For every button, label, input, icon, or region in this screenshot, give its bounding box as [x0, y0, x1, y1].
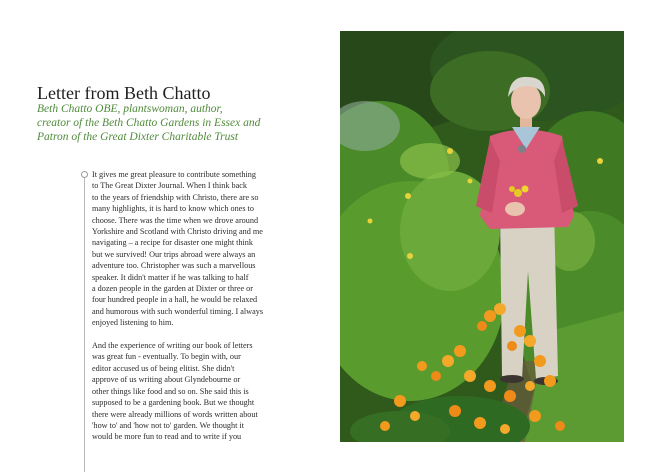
subtitle-line: Patron of the Great Dixter Charitable Trust — [37, 131, 239, 143]
yellow-flower — [447, 148, 453, 154]
yellow-flower — [407, 253, 413, 259]
body-line: It gives me great pleasure to contribute something — [92, 170, 256, 179]
yellow-flower — [368, 219, 373, 224]
rule-ornament — [81, 171, 88, 178]
body-line: navigating – a recipe for disaster one might think — [92, 238, 253, 248]
body-line: to the years of friendship with Christo, there are so — [92, 192, 259, 202]
subtitle-line: creator of the Beth Chatto Gardens in Essex and — [37, 117, 261, 129]
body-line: to The Great Dixter Journal. When I think back — [92, 181, 247, 191]
body-line: and humorous with such wonderful timing. I always — [92, 306, 264, 316]
body-line: would be more fun to read and to write if you — [92, 432, 242, 442]
held-flower — [522, 186, 529, 193]
body-line: a dozen people in the garden at Dixter or three or — [92, 284, 253, 294]
body-line: was great fun - eventually. To begin with, our — [92, 352, 241, 362]
body-line: but we survived! Our trips abroad were always an — [92, 249, 256, 259]
yellow-flower — [405, 193, 411, 199]
body-line: Yorkshire and Scotland with Christo driving and me — [92, 227, 263, 237]
body-line: speaker. It didn't matter if he was talking to half — [92, 272, 249, 282]
yellow-flower — [468, 179, 473, 184]
body-paragraph — [92, 340, 292, 443]
body-line: enjoyed listening to him. — [92, 318, 174, 328]
body-line: editor accused us of being elitist. She didn't — [92, 363, 235, 373]
shoe — [500, 375, 524, 383]
letter-body — [92, 169, 292, 454]
body-line: choose. There was the time when we drove around — [92, 215, 259, 225]
body-line: 'how to' and 'how not to' garden. We thought it — [92, 420, 244, 430]
body-line: approve of us writing about Glyndebourne or — [92, 375, 241, 385]
body-paragraph — [92, 169, 292, 329]
brooch — [518, 145, 526, 153]
article-title: Letter from Beth Chatto — [37, 83, 211, 103]
held-flower — [509, 186, 515, 192]
margin-rule — [84, 172, 85, 472]
body-line: And the experience of writing our book of letters — [92, 341, 253, 351]
hands — [505, 202, 525, 216]
body-line: four hundred people in a hall, he would be relaxed — [92, 295, 258, 305]
body-line: other things like food and so on. She said this is — [92, 386, 249, 396]
photo-illustration — [340, 31, 624, 442]
body-line: there were already millions of words written about — [92, 409, 258, 419]
body-line: supposed to be a gardening book. But we thought — [92, 398, 255, 408]
yellow-flower — [597, 158, 603, 164]
article-subtitle — [37, 102, 297, 144]
subtitle-line: Beth Chatto OBE, plantswoman, author, — [37, 103, 223, 115]
held-flower — [514, 189, 522, 197]
garden-portrait-photo — [340, 31, 624, 442]
body-line: adventure too. Christopher was such a marvellous — [92, 261, 256, 271]
body-line: many highlights, it is hard to know which ones to — [92, 204, 254, 214]
